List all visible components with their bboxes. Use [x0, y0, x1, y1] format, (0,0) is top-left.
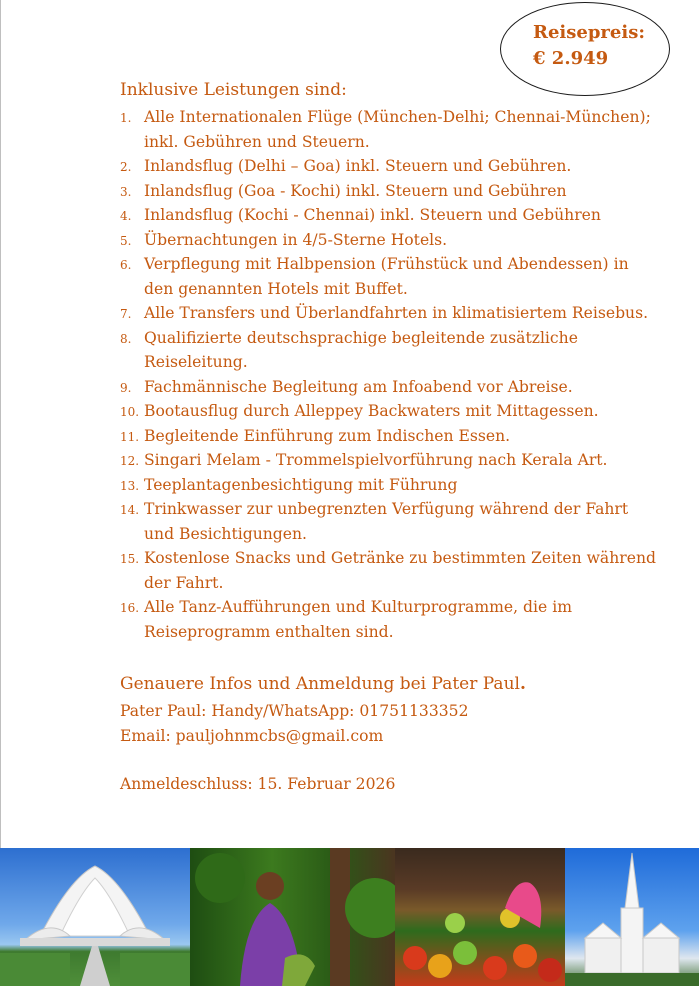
- tea-picker-photo: [190, 848, 395, 986]
- list-item: [120, 105, 660, 154]
- item-number: 16.: [120, 601, 140, 615]
- contact-title: [120, 674, 526, 694]
- services-heading: Inklusive Leistungen sind:: [120, 80, 347, 100]
- item-number: 15.: [120, 552, 140, 566]
- list-item: [120, 154, 660, 179]
- church-illustration: [565, 848, 699, 986]
- item-number: 13.: [120, 478, 140, 493]
- list-item: [120, 252, 660, 301]
- item-text: Übernachtungen in 4/5-Sterne Hotels.: [144, 230, 448, 249]
- list-item: [120, 375, 660, 400]
- list-item: [120, 179, 660, 204]
- list-item: [120, 424, 660, 449]
- item-number: 2.: [120, 160, 132, 174]
- list-item: [120, 203, 660, 228]
- item-number: 3.: [120, 184, 132, 199]
- services-list: [120, 105, 660, 644]
- list-item: [120, 473, 660, 498]
- church-photo: [565, 848, 699, 986]
- registration-deadline: Anmeldeschluss: 15. Februar 2026: [120, 775, 396, 793]
- item-text: Qualifizierte deutschsprachige begleitende zusätzliche Reiseleitung.: [144, 328, 578, 371]
- list-item: [120, 228, 660, 253]
- list-item: [120, 326, 660, 375]
- item-text: Alle Tanz-Aufführungen und Kulturprogramme, die im Reiseprogramm enthalten sind.: [144, 598, 572, 641]
- item-text: Alle Transfers und Überlandfahrten in klimatisiertem Reisebus.: [144, 304, 649, 322]
- item-number: 4.: [120, 209, 132, 223]
- item-number: 10.: [120, 405, 140, 419]
- item-number: 1.: [120, 111, 132, 125]
- item-number: 14.: [120, 503, 140, 517]
- item-number: 9.: [120, 380, 132, 395]
- tea-picker-illustration: [190, 848, 395, 986]
- list-item: [120, 546, 660, 595]
- item-text: Fachmännische Begleitung am Infoabend vor Abreise.: [144, 377, 573, 396]
- item-number: 7.: [120, 307, 132, 321]
- contact-title-text: Genauere Infos und Anmeldung bei Pater Paul: [120, 674, 520, 694]
- item-number: 12.: [120, 454, 140, 468]
- contact-title-period: .: [519, 674, 526, 694]
- item-text: Kostenlose Snacks und Getränke zu bestimmten Zeiten während der Fahrt.: [144, 549, 656, 592]
- lotus-temple-photo: [0, 848, 190, 986]
- item-text: Inlandsflug (Kochi - Chennai) inkl. Steuern und Gebühren: [144, 206, 601, 224]
- item-text: Singari Melam - Trommelspielvorführung nach Kerala Art.: [144, 451, 608, 469]
- vegetable-market-photo: [395, 848, 565, 986]
- item-text: Verpflegung mit Halbpension (Frühstück und Abendessen) in den genannten Hotels mit Buffet.: [144, 255, 629, 298]
- item-text: Teeplantagenbesichtigung mit Führung: [144, 475, 458, 494]
- item-number: 11.: [120, 429, 140, 444]
- photo-strip: [0, 848, 699, 986]
- item-number: 8.: [120, 331, 132, 346]
- list-item: [120, 448, 660, 473]
- item-text: Alle Internationalen Flüge (München-Delhi; Chennai-München); inkl. Gebühren und Steuern.: [144, 108, 651, 151]
- item-text: Bootausflug durch Alleppey Backwaters mit Mittagessen.: [144, 402, 599, 420]
- price-label: Reisepreis:: [533, 22, 645, 43]
- page-left-border: [0, 0, 1, 986]
- item-text: Trinkwasser zur unbegrenzten Verfügung während der Fahrt und Besichtigungen.: [144, 500, 629, 543]
- market-illustration: [395, 848, 565, 986]
- item-text: Inlandsflug (Goa - Kochi) inkl. Steuern und Gebühren: [144, 181, 567, 200]
- list-item: [120, 399, 660, 424]
- item-text: Begleitende Einführung zum Indischen Essen.: [144, 426, 511, 445]
- price-value: € 2.949: [533, 48, 609, 69]
- item-number: 6.: [120, 258, 132, 272]
- item-text: Inlandsflug (Delhi – Goa) inkl. Steuern und Gebühren.: [144, 157, 572, 175]
- item-number: 5.: [120, 233, 132, 248]
- lotus-temple-illustration: [0, 848, 190, 986]
- list-item: [120, 301, 660, 326]
- contact-email: Email: pauljohnmcbs@gmail.com: [120, 727, 384, 745]
- list-item: [120, 497, 660, 546]
- list-item: [120, 595, 660, 644]
- contact-phone: Pater Paul: Handy/WhatsApp: 01751133352: [120, 702, 469, 720]
